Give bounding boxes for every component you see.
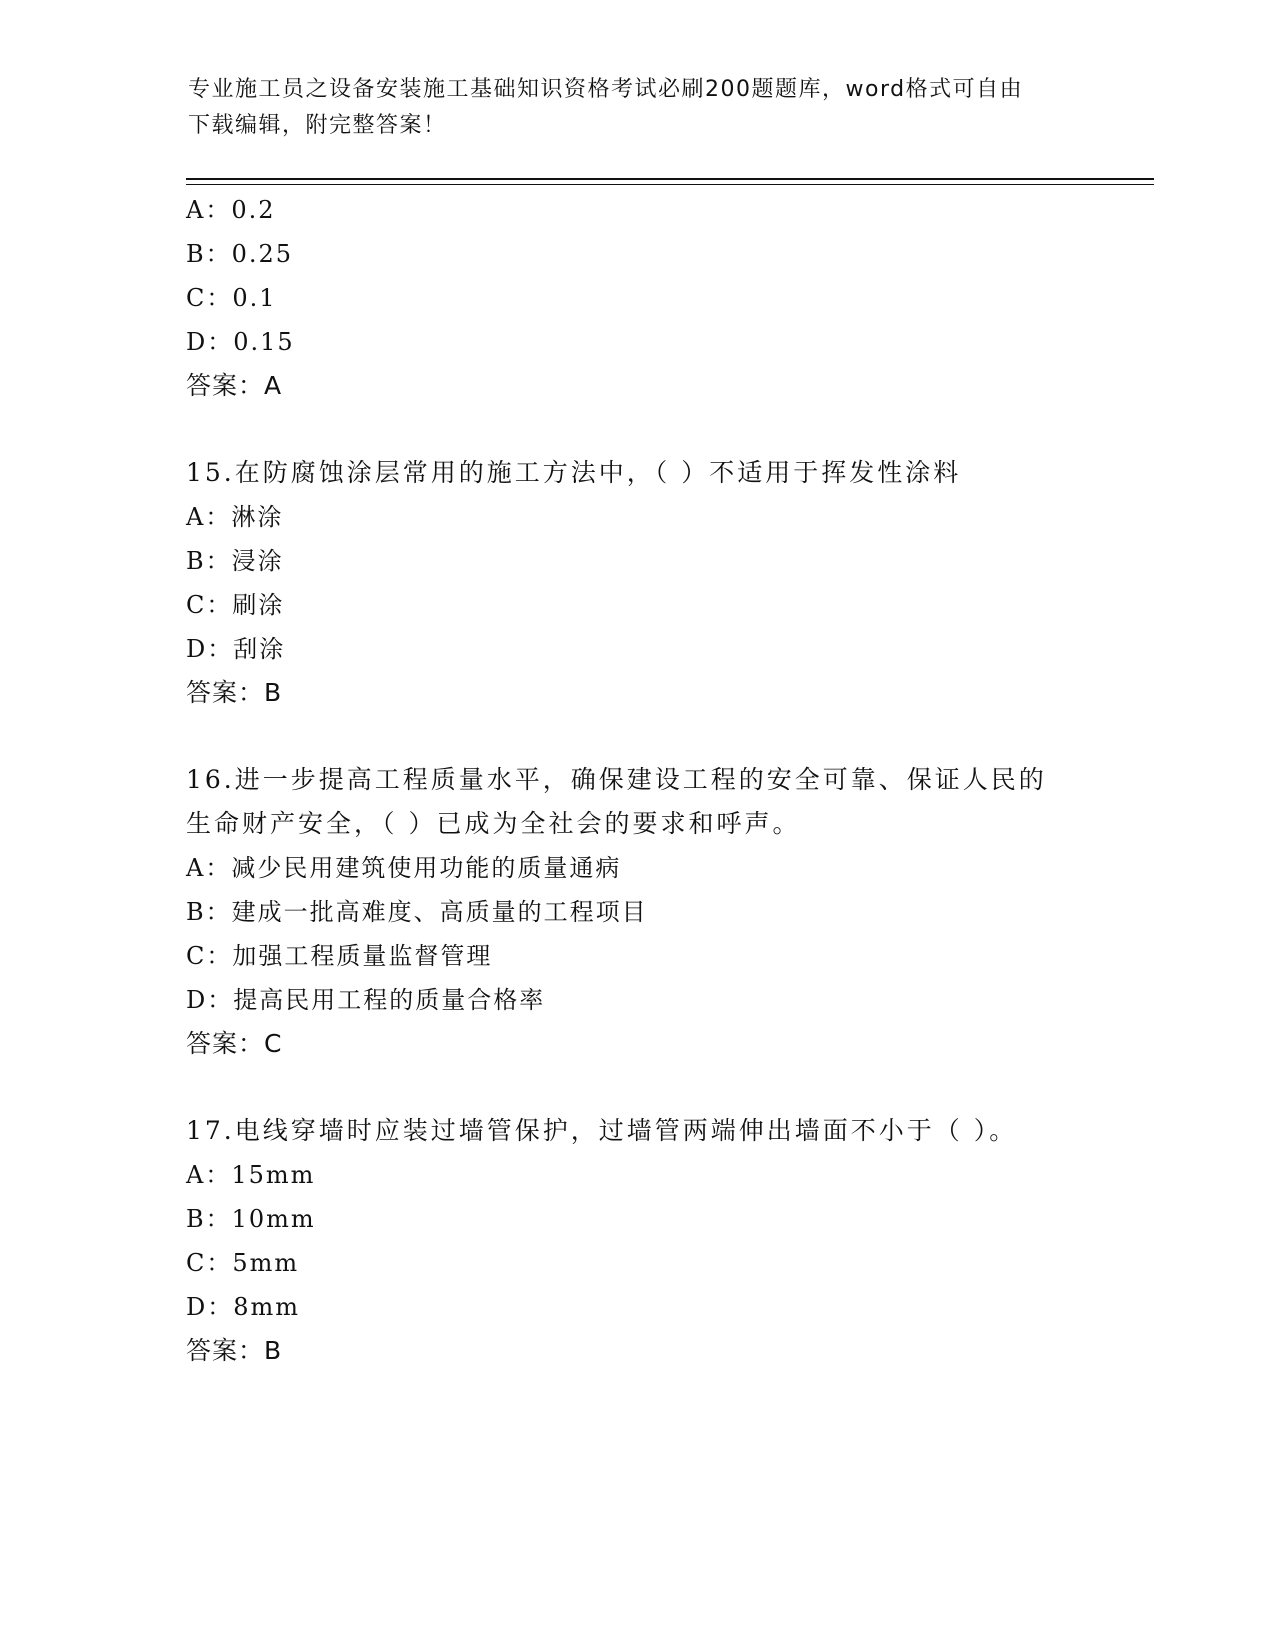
q16-option-a: A：减少民用建筑使用功能的质量通病 [186,854,622,882]
q16-option-b: B：建成一批高难度、高质量的工程项目 [186,898,648,926]
header-rule-thin [186,184,1154,185]
q15-option-d: D：刮涂 [186,635,286,663]
q15-option-b: B：浸涂 [186,547,284,575]
q16-option-d: D：提高民用工程的质量合格率 [186,986,546,1014]
q14-option-a: A：0.2 [186,196,276,224]
q14-option-b: B：0.25 [186,240,294,268]
q17-question: 17.电线穿墙时应装过墙管保护，过墙管两端伸出墙面不小于（ ）。 [186,1116,1018,1145]
header-line-2: 下载编辑，附完整答案！ [188,113,447,138]
q15-option-c: C：刷涂 [186,591,285,619]
q16-question-line-2: 生命财产安全，（ ）已成为全社会的要求和呼声。 [186,809,801,838]
q14-option-c: C：0.1 [186,284,277,312]
q16-answer: 答案：C [186,1029,283,1058]
q17-option-d: D：8mm [186,1293,301,1321]
q17-option-a: A：15mm [186,1161,316,1189]
q17-option-b: B：10mm [186,1205,316,1233]
q15-question: 15.在防腐蚀涂层常用的施工方法中，（ ）不适用于挥发性涂料 [186,458,962,487]
document-header [188,72,1088,144]
header-line-1: 专业施工员之设备安装施工基础知识资格考试必刷200题题库，word格式可自由 [188,77,1024,102]
q14-answer: 答案：A [186,371,283,400]
q16-question-line-1: 16.进一步提高工程质量水平，确保建设工程的安全可靠、保证人民的 [186,765,1047,794]
q17-option-c: C：5mm [186,1249,300,1277]
q17-answer: 答案：B [186,1336,283,1365]
q15-answer: 答案：B [186,678,283,707]
header-rule-thick [186,178,1154,180]
q15-option-a: A：淋涂 [186,503,284,531]
q16-option-c: C：加强工程质量监督管理 [186,942,493,970]
q14-option-d: D：0.15 [186,328,295,356]
